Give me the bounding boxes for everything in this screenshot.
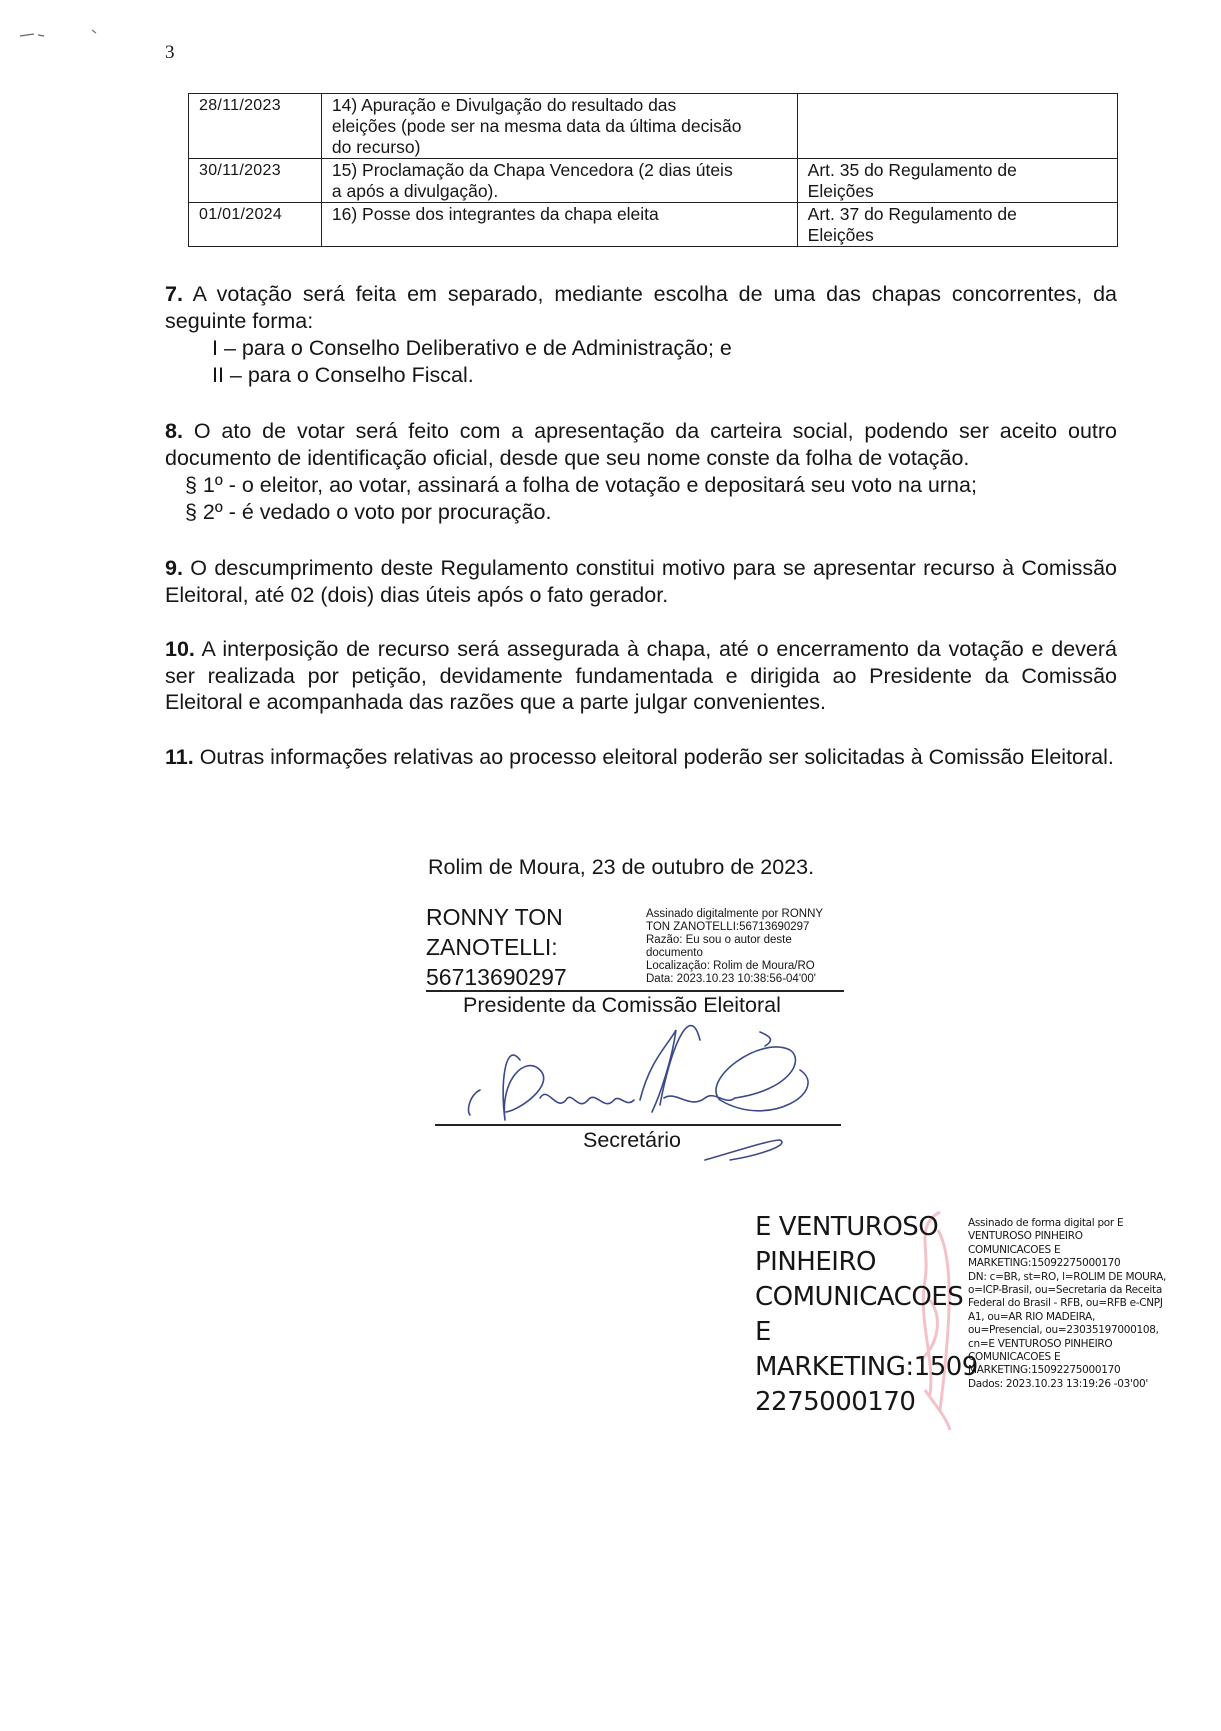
certificate-name-line: COMUNICACOES: [755, 1282, 964, 1312]
certificate-detail-line: DN: c=BR, st=RO, l=ROLIM DE MOURA,: [968, 1270, 1167, 1283]
clause-7-item-1: I – para o Conselho Deliberativo e de Administração; e: [212, 336, 732, 360]
signer-name-line: 56713690297: [426, 964, 567, 990]
certificate-detail-line: Assinado de forma digital por E: [968, 1217, 1124, 1229]
step-line: do recurso): [331, 137, 421, 157]
date-cell: 01/01/2024: [189, 203, 322, 247]
signature-detail-line: TON ZANOTELLI:56713690297: [646, 921, 810, 933]
president-role: Presidente da Comissão Eleitoral: [463, 993, 781, 1017]
signature-detail-line: documento: [646, 947, 703, 959]
signature-detail-line: Razão: Eu sou o autor deste: [646, 934, 792, 946]
secretary-role: Secretário: [583, 1128, 681, 1152]
signature-detail-line: Data: 2023.10.23 10:38:56-04'00': [646, 973, 817, 985]
date-cell: 30/11/2023: [189, 159, 322, 203]
step-line: a após a divulgação).: [331, 181, 499, 201]
reference-line: Art. 37 do Regulamento de: [807, 204, 1017, 224]
clause-number: 8.: [165, 419, 183, 443]
signer-name-line: RONNY TON: [426, 904, 563, 930]
certificate-detail-line: MARKETING:15092275000170: [968, 1364, 1121, 1377]
certificate-name-line: E VENTUROSO: [755, 1212, 939, 1242]
certificate-name-line: E: [755, 1317, 771, 1347]
reference-line: Eleições: [807, 181, 874, 201]
place-date: Rolim de Moura, 23 de outubro de 2023.: [428, 855, 815, 879]
certificate-detail-line: A1, ou=AR RIO MADEIRA,: [968, 1310, 1096, 1323]
step-line: 15) Proclamação da Chapa Vencedora (2 dias úteis: [331, 160, 733, 180]
clause-8-paragraph-2: § 2º - é vedado o voto por procuração.: [185, 500, 552, 524]
certificate-detail-line: ou=Presencial, ou=23035197000108,: [968, 1324, 1159, 1337]
certificate-detail-line: MARKETING:15092275000170: [968, 1257, 1121, 1270]
certificate-detail-line: COMUNICACOES E: [968, 1351, 1061, 1364]
clause-text: Outras informações relativas ao processo eleitoral poderão ser solicitadas à Comissão Eleitoral.: [199, 745, 1114, 769]
clause-number: 7.: [165, 282, 183, 306]
certificate-details: [968, 1217, 1173, 1391]
clause-text: A interposição de recurso será assegurada à chapa, até o encerramento da votação e deverá ser realizada por petição, devidamente fundamentada e dirigida ao Presidente da Comissão Eleitoral e acompanhada das razões que a parte julgar convenientes.: [165, 637, 1117, 714]
certificate-name-line: MARKETING:1509: [755, 1352, 978, 1382]
clause-text: O ato de votar será feito com a apresentação da carteira social, podendo ser aceito outro documento de identificação oficial, desde que seu nome conste da folha de votação.: [165, 419, 1117, 470]
signature-detail-line: Localização: Rolim de Moura/RO: [646, 960, 815, 972]
page-number: 3: [165, 42, 175, 63]
certificate-detail-line: cn=E VENTUROSO PINHEIRO: [968, 1337, 1113, 1350]
certificate-detail-line: Dados: 2023.10.23 13:19:26 -03'00': [968, 1377, 1148, 1390]
reference-line: Art. 35 do Regulamento de: [807, 160, 1017, 180]
certificate-signer-name: [755, 1210, 978, 1420]
certificate-name-line: 2275000170: [755, 1387, 916, 1417]
clause-number: 11.: [165, 745, 194, 769]
clause-text: O descumprimento deste Regulamento constitui motivo para se apresentar recurso à Comissão Eleitoral, até 02 (dois) dias úteis após o fato gerador.: [165, 556, 1117, 607]
certificate-name-line: PINHEIRO: [755, 1247, 876, 1277]
reference-line: Eleições: [807, 225, 874, 245]
signature-detail-line: Assinado digitalmente por RONNY: [646, 908, 824, 920]
clause-8-paragraph-1: § 1º - o eleitor, ao votar, assinará a folha de votação e depositará seu voto na urna;: [185, 473, 977, 497]
step-line: 14) Apuração e Divulgação do resultado das: [331, 95, 677, 115]
certificate-detail-line: o=ICP-Brasil, ou=Secretaria da Receita: [968, 1284, 1163, 1297]
date-cell: 28/11/2023: [189, 94, 322, 159]
clause-number: 10.: [165, 637, 195, 661]
clause-text: A votação será feita em separado, mediante escolha de uma das chapas concorrentes, da seguinte forma:: [165, 282, 1117, 333]
certificate-detail-line: COMUNICACOES E: [968, 1243, 1061, 1256]
certificate-detail-line: Federal do Brasil - RFB, ou=RFB e-CNPJ: [968, 1297, 1163, 1310]
clause-7-item-2: II – para o Conselho Fiscal.: [212, 363, 474, 387]
clause-number: 9.: [165, 556, 183, 580]
step-line: 16) Posse dos integrantes da chapa eleita: [331, 204, 659, 224]
signer-name-line: ZANOTELLI:: [426, 934, 558, 960]
certificate-detail-line: VENTUROSO PINHEIRO: [968, 1230, 1083, 1243]
step-line: eleições (pode ser na mesma data da última decisão: [331, 116, 742, 136]
